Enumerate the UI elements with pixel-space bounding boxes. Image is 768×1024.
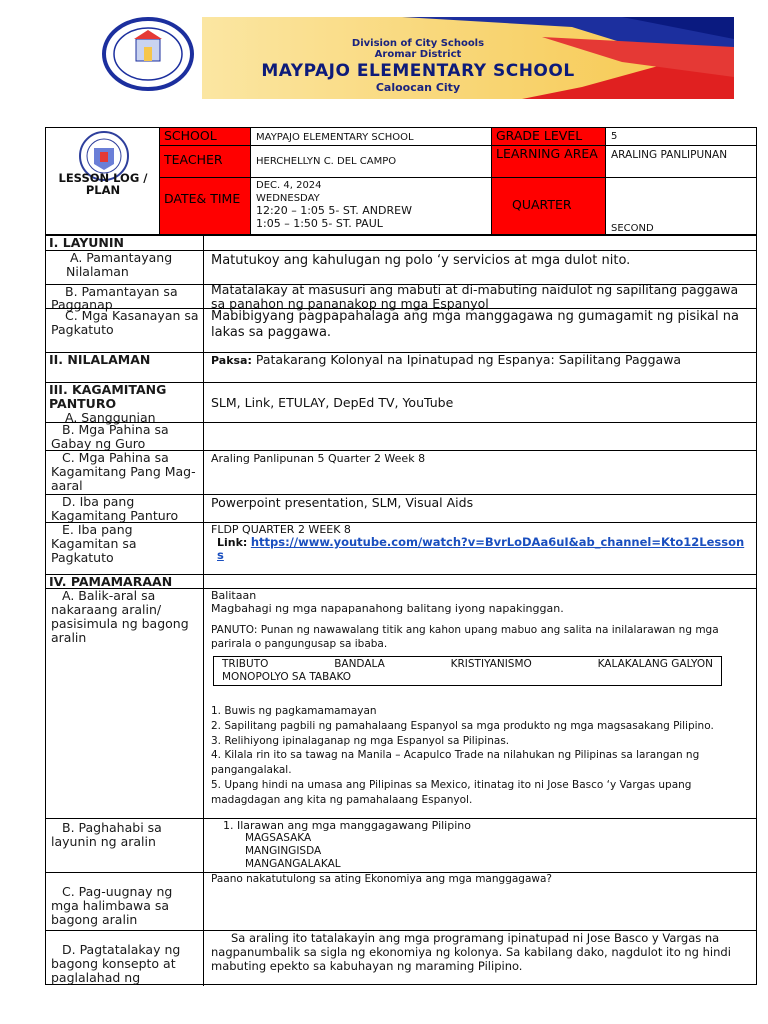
grade-label: GRADE LEVEL bbox=[491, 127, 606, 146]
row-text: Paano nakatutulong sa ating Ekonomiya ang mga manggagawa? bbox=[211, 873, 552, 885]
row-text: Matutukoy ang kahulugan ng polo ‘y servicios at mga dulot nito. bbox=[211, 253, 631, 268]
word-bank-item: MONOPOLYO SA TABAKO bbox=[222, 671, 352, 683]
city-text: Caloocan City bbox=[375, 81, 461, 94]
row-label: E. Iba pang Kagamitan sa Pagkatuto bbox=[46, 523, 204, 575]
table-row bbox=[46, 308, 756, 353]
row-label: B. Mga Pahina sa Gabay ng Guro bbox=[46, 423, 204, 451]
table-row bbox=[46, 522, 756, 575]
word-bank-item: KRISTIYANISMO bbox=[450, 658, 532, 670]
list-item: 3. Relihiyong ipinalaganap ng mga Espanyol sa Pilipinas. bbox=[211, 734, 510, 747]
row-label: D. Pagtatalakay ng bagong konsepto at paglalahad ng bbox=[46, 931, 204, 986]
section-heading: II. NILALAMAN bbox=[46, 353, 204, 383]
learning-area-value: ARALING PANLIPUNAN bbox=[605, 145, 757, 178]
link-label: Link: bbox=[217, 536, 248, 549]
date-line: DEC. 4, 2024 bbox=[256, 180, 322, 191]
date-time-label: DATE& TIME bbox=[159, 177, 251, 235]
section-heading: III. KAGAMITANG PANTURO bbox=[49, 382, 167, 411]
table-row bbox=[46, 818, 756, 873]
row-text: Sa araling ito tatalakayin ang mga programang ipinatupad ni Jose Basco y Vargas na nagpanumbalik sa sigla ng ekonomiya ng kolonya. Sa kabilang dako, nagdulot ito ng hindi mabuting epekto sa kabuhayan ng maraming Pilipino. bbox=[211, 931, 731, 973]
section-heading: IV. PAMAMARAAN bbox=[46, 575, 204, 589]
table-row bbox=[46, 422, 756, 451]
section-heading: I. LAYUNIN bbox=[46, 236, 204, 250]
row-text bbox=[205, 819, 756, 871]
school-banner bbox=[102, 17, 734, 99]
row-label: C. Mga Pahina sa Kagamitang Pang Mag-aaral bbox=[46, 451, 204, 495]
word-bank-item: KALAKALANG GALYON bbox=[597, 658, 713, 670]
youtube-link[interactable]: https://www.youtube.com/watch?v=BvrLoDAa6uI&ab_channel=Kto12Lessons bbox=[217, 535, 745, 562]
worker-item: MANGANGALAKAL bbox=[245, 858, 341, 870]
list-item: 4. Kilala rin ito sa tawag na Manila – Acapulco Trade na nilahukan ng Pilipinas sa larangan ng pangangalakal. bbox=[211, 749, 700, 777]
table-row bbox=[46, 352, 756, 383]
school-value: MAYPAJO ELEMENTARY SCHOOL bbox=[250, 127, 492, 146]
row-text bbox=[205, 523, 756, 562]
worker-item: MAGSASAKA bbox=[245, 832, 312, 844]
teacher-label: TEACHER bbox=[159, 145, 251, 178]
school-label: SCHOOL bbox=[159, 127, 251, 146]
table-row bbox=[46, 872, 756, 931]
paksa-text: Patakarang Kolonyal na Ipinatupad ng Espanya: Sapilitang Paggawa bbox=[255, 352, 682, 367]
teacher-value: HERCHELLYN C. DEL CAMPO bbox=[250, 145, 492, 178]
paghahabi-item: 1. Ilarawan ang mga manggagawang Pilipino bbox=[223, 819, 471, 832]
learning-area-label: LEARNING AREA bbox=[491, 145, 606, 178]
quarter-value: SECOND bbox=[605, 177, 757, 235]
question-list bbox=[211, 704, 756, 808]
date-time-value bbox=[250, 177, 492, 235]
balitaan-text: Magbahagi ng mga napapanahong balitang iyong napakinggan. bbox=[211, 602, 564, 615]
fldp-text: FLDP QUARTER 2 WEEK 8 bbox=[211, 523, 351, 536]
table-row bbox=[46, 382, 756, 423]
day-line: WEDNESDAY bbox=[256, 192, 320, 204]
schedule-line: 12:20 – 1:05 5- ST. ANDREW bbox=[256, 204, 412, 217]
list-item: 2. Sapilitang pagbili ng pamahalaang Espanyol sa mga produkto ng mga magsasakang Pilipino. bbox=[211, 719, 714, 732]
table-row bbox=[46, 450, 756, 495]
balitaan-heading: Balitaan bbox=[211, 589, 257, 602]
school-title: MAYPAJO ELEMENTARY SCHOOL bbox=[261, 61, 575, 81]
table-row bbox=[46, 494, 756, 523]
lesson-table bbox=[45, 235, 757, 985]
row-text bbox=[205, 353, 756, 368]
table-row bbox=[46, 282, 756, 312]
row-label: C. Mga Kasanayan sa Pagkatuto bbox=[46, 309, 204, 353]
row-text: Araling Panlipunan 5 Quarter 2 Week 8 bbox=[211, 452, 426, 465]
section-row bbox=[46, 574, 756, 589]
table-row bbox=[46, 930, 756, 986]
row-label: D. Iba pang Kagamitang Panturo bbox=[46, 495, 204, 523]
table-row bbox=[46, 250, 756, 285]
sub-label: A. Sanggunian bbox=[65, 410, 156, 425]
quarter-label: QUARTER bbox=[491, 177, 606, 235]
word-bank-box bbox=[213, 656, 722, 686]
paksa-label: Paksa: bbox=[211, 354, 252, 367]
row-label: A. Pamantayang Nilalaman bbox=[46, 251, 204, 285]
word-bank-item: TRIBUTO bbox=[222, 658, 269, 670]
row-text bbox=[205, 589, 756, 651]
row-label: B. Pamantayan sa Pagganap bbox=[46, 285, 204, 309]
district-text: Aromar District bbox=[374, 49, 462, 60]
row-text: Matatalakay at masusuri ang mabuti at di-mabuting naidulot ng sapilitang paggawa sa panahon ng pananakop ng mga Espanyol bbox=[211, 282, 739, 311]
division-text: Division of City Schools bbox=[351, 38, 485, 49]
row-label: B. Paghahabi sa layunin ng aralin bbox=[46, 819, 204, 873]
list-item: 5. Upang hindi na umasa ang Pilipinas sa Mexico, itinatag ito ni Jose Basco ‘y Vargas upang madagdagan ang kita ng pamahalaang Espanyol. bbox=[211, 778, 692, 806]
section-row bbox=[46, 236, 756, 250]
row-text: Mabibigyang pagpapahalaga ang mga manggagawa ng gumagamit ng pisikal na lakas sa paggawa. bbox=[211, 309, 739, 340]
row-label: C. Pag-uugnay ng mga halimbawa sa bagong aralin bbox=[46, 873, 204, 931]
panuto-text: PANUTO: Punan ng nawawalang titik ang kahon upang mabuo ang salita na inilalarawan ng mga parirala o pangungusap sa ibaba. bbox=[211, 624, 719, 650]
schedule-line: 1:05 – 1:50 5- ST. PAUL bbox=[256, 216, 383, 230]
row-text: SLM, Link, ETULAY, DepEd TV, YouTube bbox=[211, 395, 454, 410]
worker-item: MANGINGISDA bbox=[245, 845, 322, 857]
lesson-log-label: LESSON LOG / PLAN bbox=[58, 171, 148, 197]
word-bank-item: BANDALA bbox=[334, 658, 385, 670]
list-item: 1. Buwis ng pagkamamamayan bbox=[211, 705, 377, 717]
row-label: A. Balik-aral sa nakaraang aralin/ pasisimula ng bagong aralin bbox=[46, 589, 204, 819]
row-text: Powerpoint presentation, SLM, Visual Aids bbox=[211, 495, 474, 510]
grade-value: 5 bbox=[605, 127, 757, 146]
row-label bbox=[46, 383, 204, 423]
